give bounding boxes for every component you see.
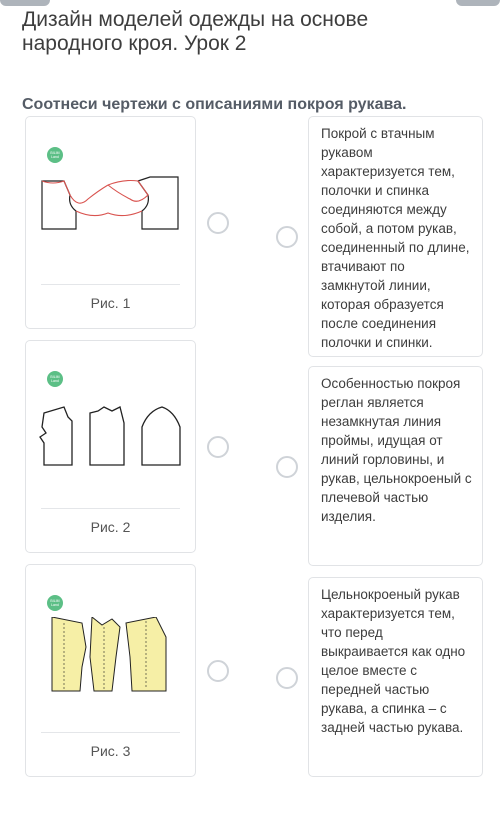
pattern-drawing-set-in-sleeve bbox=[38, 169, 183, 269]
description-1-connector-radio[interactable] bbox=[276, 226, 298, 248]
task-title: Соотнеси чертежи с описаниями покроя рукава. bbox=[22, 96, 407, 113]
tab-right[interactable] bbox=[456, 0, 500, 6]
lesson-title: Дизайн моделей одежды на основе народного кроя. Урок 2 bbox=[22, 8, 369, 55]
figure-caption: Рис. 2 bbox=[90, 519, 131, 535]
bilimland-logo-icon: BILIM Land bbox=[47, 371, 63, 387]
figure-card-1[interactable] bbox=[25, 116, 196, 329]
figure-1-connector-radio[interactable] bbox=[207, 212, 229, 234]
card-divider bbox=[41, 732, 180, 733]
figure-3-connector-radio[interactable] bbox=[207, 660, 229, 682]
card-divider bbox=[41, 508, 180, 509]
description-card-3[interactable]: Цельнокроеный рукав характеризуется тем, что перед выкраивается как одно целое вместе с передней частью рукава, а спинка – с задней частью рукава. bbox=[308, 577, 483, 777]
top-tab-bar bbox=[0, 0, 500, 6]
figure-caption: Рис. 1 bbox=[90, 295, 131, 311]
bilimland-logo-icon: BILIM Land bbox=[47, 147, 63, 163]
description-card-1[interactable]: Покрой с втачным рукавом характеризуется тем, полочки и спинка соединяются между собой, а потом рукав, соединенный по длине, втачивают по замкнутой линии, которая образуется после соединения полочки и спинки. bbox=[308, 116, 483, 357]
figure-card-2[interactable] bbox=[25, 340, 196, 553]
pattern-drawing-raglan bbox=[38, 393, 183, 493]
tab-left[interactable] bbox=[0, 0, 50, 6]
description-2-connector-radio[interactable] bbox=[276, 456, 298, 478]
figure-2-connector-radio[interactable] bbox=[207, 436, 229, 458]
description-card-2[interactable]: Особенностью покроя реглан является незамкнутая линия проймы, идущая от линий горловины, и рукав, цельнокроеный с плечевой частью изделия. bbox=[308, 366, 483, 566]
figure-card-3[interactable] bbox=[25, 564, 196, 777]
bilimland-logo-icon: BILIM Land bbox=[47, 595, 63, 611]
pattern-drawing-cut-in-one-sleeve bbox=[38, 617, 183, 717]
card-divider bbox=[41, 284, 180, 285]
description-3-connector-radio[interactable] bbox=[276, 667, 298, 689]
figure-caption: Рис. 3 bbox=[90, 743, 131, 759]
